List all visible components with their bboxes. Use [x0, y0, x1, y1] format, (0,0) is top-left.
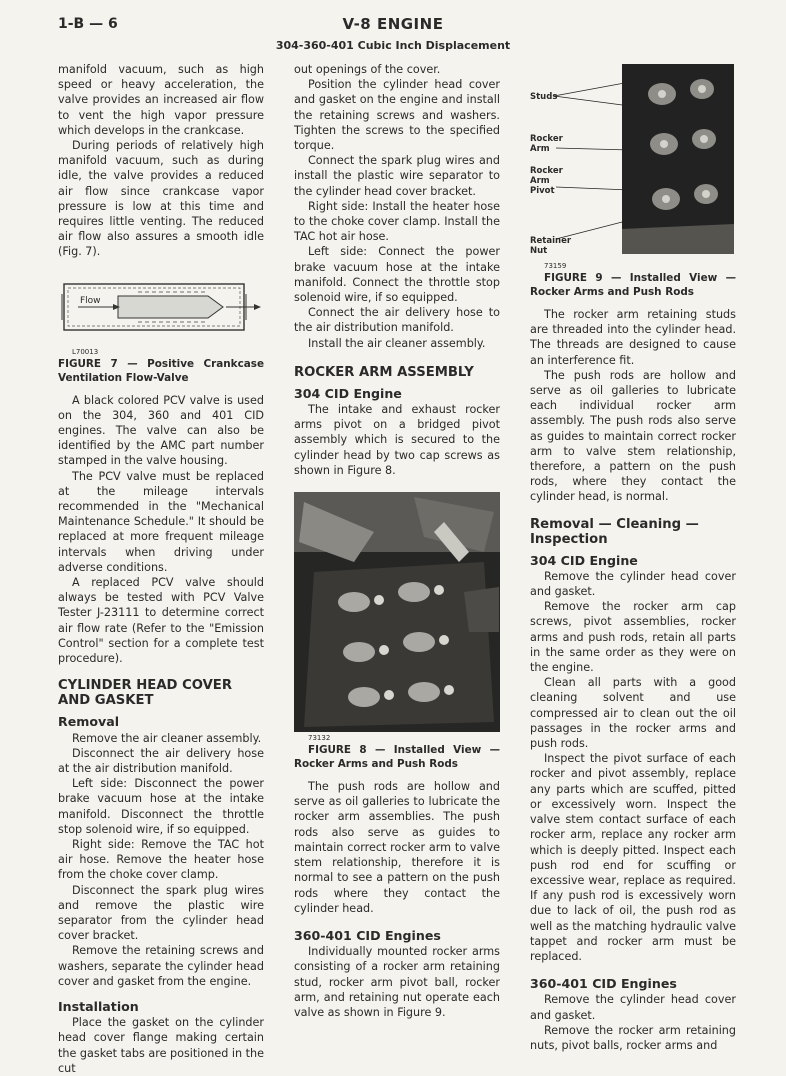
paragraph: Remove the rocker arm cap screws, pivot assemblies, rocker arms and push rods, retain all parts in the same order as they were on the engine. — [530, 600, 736, 675]
paragraph: Inspect the pivot surface of each rocker and pivot assembly, replace any parts which are scuffed, pitted or excessively worn. Inspect the valve stem contact surface of each rocker arm, replace any rocker arm which is deeply pitted. Inspect each push rod end for scuffing or excessive wear, replace as required. If any push rod is excessively worn due to lack of oil, the push rod as well as the matching hydraulic valve tappet and rocker arm must be replaced. — [530, 752, 736, 963]
paragraph: During periods of relatively high manifold vacuum, such as during idle, the valve provides a reduced air flow since crankcase vapor pressure is low at this time and requires little venting. The reduced air flow also assures a smooth idle (Fig. 7). — [58, 139, 264, 259]
figure-code: L70013 — [72, 347, 99, 356]
paragraph: out openings of the cover. — [294, 63, 441, 76]
column-middle — [294, 62, 500, 1020]
paragraph: Connect the air delivery hose to the air distribution manifold. — [294, 306, 500, 335]
paragraph: The push rods are hollow and serve as oil galleries to lubricate each individual rocker arm assembly. The push rods also serve as guides to maintain correct rocker arm to valve stem relationship, therefore, a pattern on the push rods, where they contact the cylinder head, is normal. — [530, 368, 736, 504]
paragraph: A replaced PCV valve should always be tested with PCV Valve Tester J-23111 to determine correct air flow rate (Refer to the "Emission Control" section for a complete test procedure). — [58, 576, 264, 666]
label-rocker-arm: Rocker Arm — [530, 134, 563, 154]
paragraph: The intake and exhaust rocker arms pivot on a bridged pivot assembly which is secured to the cylinder head by two cap screws as shown in Figure 8. — [294, 403, 500, 477]
paragraph: manifold vacuum, such as high speed or heavy acceleration, the valve provides an increased air flow to vent the high vapor pressure which develops in the crankcase. — [58, 63, 264, 137]
pcv-valve-diagram — [58, 274, 264, 348]
figure-7-caption: FIGURE 7 — Positive Crankcase Ventilation Flow-Valve — [58, 357, 264, 384]
paragraph: Clean all parts with a good cleaning solvent and use compressed air to clean out the oil passages in the rocker arms and push rods. — [530, 676, 736, 751]
paragraph: Remove the rocker arm retaining nuts, pivot balls, rocker arms and — [530, 1023, 736, 1052]
paragraph: Install the air cleaner assembly. — [308, 336, 486, 350]
paragraph: Remove the cylinder head cover and gasket. — [530, 993, 736, 1022]
paragraph: The PCV valve must be replaced at the mileage intervals recommended in the "Mechanical Maintenance Schedule." It should be replaced at more frequent mileage intervals when driving under adverse conditions. — [58, 469, 264, 574]
section-heading: Removal — Cleaning — Inspection — [530, 516, 699, 547]
paragraph: Individually mounted rocker arms consisting of a rocker arm retaining stud, rocker arm pivot ball, rocker arm, and retaining nut operate each valve as shown in Figure 9. — [294, 945, 500, 1019]
paragraph: Left side: Connect the power brake vacuum hose at the intake manifold. Connect the throttle stop solenoid wire, if so equipped. — [294, 245, 500, 305]
subsection-heading: Installation — [58, 998, 139, 1014]
subsection-heading: 304 CID Engine — [530, 552, 638, 568]
page-title: V-8 ENGINE — [342, 15, 444, 33]
label-rocker-arm-pivot: Rocker Arm Pivot — [530, 166, 563, 196]
pcv-valve-illustration — [58, 274, 264, 348]
paragraph: Remove the air cleaner assembly. — [72, 731, 262, 745]
figure-9 — [530, 62, 736, 262]
page-subtitle: 304-360-401 Cubic Inch Displacement — [275, 39, 511, 52]
paragraph: Right side: Remove the TAC hot air hose. Remove the heater hose from the choke cover clamp. — [58, 837, 264, 882]
subsection-heading: 360-401 CID Engines — [530, 976, 677, 992]
paragraph: Place the gasket on the cylinder head cover flange making certain the gasket tabs are positioned in the cut — [58, 1016, 264, 1075]
subsection-heading: Removal — [58, 714, 120, 730]
paragraph: Left side: Disconnect the power brake vacuum hose at the intake manifold. Disconnect the throttle stop solenoid wire, if so equipped. — [58, 777, 264, 836]
paragraph: Position the cylinder head cover and gasket on the engine and install the retaining screws and washers. Tighten the screws to the specified torque. — [294, 78, 500, 153]
label-studs: Studs — [530, 92, 558, 102]
figure-code: 73132 — [308, 734, 331, 743]
engine-rocker-photo — [294, 492, 500, 732]
paragraph: The rocker arm retaining studs are threaded into the cylinder head. The threads are designed to cause an interference fit. — [530, 308, 736, 367]
paragraph: Disconnect the spark plug wires and remove the plastic wire separator from the cylinder head cover bracket. — [58, 883, 264, 943]
flow-label: Flow — [80, 295, 101, 306]
column-left — [58, 62, 264, 1076]
page-number: 1-B — 6 — [58, 16, 118, 32]
figure-code: 73159 — [544, 262, 567, 270]
subsection-heading: 304 CID Engine — [294, 385, 402, 401]
paragraph: Right side: Install the heater hose to the choke cover clamp. Install the TAC hot air hose. — [294, 199, 500, 244]
column-right — [530, 62, 736, 1053]
figure-9-photo — [622, 64, 734, 254]
figure-9-caption: FIGURE 9 — Installed View — Rocker Arms and Push Rods — [530, 272, 736, 298]
paragraph: Disconnect the air delivery hose at the air distribution manifold. — [58, 746, 264, 775]
paragraph: The push rods are hollow and serve as oil galleries to lubricate the rocker arm assemblies. The push rods also serve as guides to maintain correct rocker arm to valve stem relationship, therefore it is normal to see a pattern on the push rods where they contact the cylinder head. — [294, 780, 500, 915]
section-heading: ROCKER ARM ASSEMBLY — [294, 364, 474, 380]
label-retainer-nut: Retainer Nut — [530, 236, 572, 256]
rocker-studs-photo — [622, 64, 734, 254]
paragraph: Connect the spark plug wires and install the plastic wire separator to the cylinder head cover bracket. — [294, 154, 500, 198]
figure-8-photo — [294, 492, 500, 732]
paragraph: Remove the retaining screws and washers, separate the cylinder head cover and gasket from the engine. — [58, 944, 264, 988]
figure-8-caption: FIGURE 8 — Installed View — Rocker Arms and Push Rods — [294, 744, 500, 771]
paragraph: A black colored PCV valve is used on the 304, 360 and 401 CID engines. The valve can also be identified by the AMC part number stamped in the valve housing. — [58, 393, 264, 468]
paragraph: Remove the cylinder head cover and gasket. — [530, 569, 736, 599]
section-heading: CYLINDER HEAD COVER AND GASKET — [58, 678, 232, 709]
subsection-heading: 360-401 CID Engines — [294, 927, 441, 943]
